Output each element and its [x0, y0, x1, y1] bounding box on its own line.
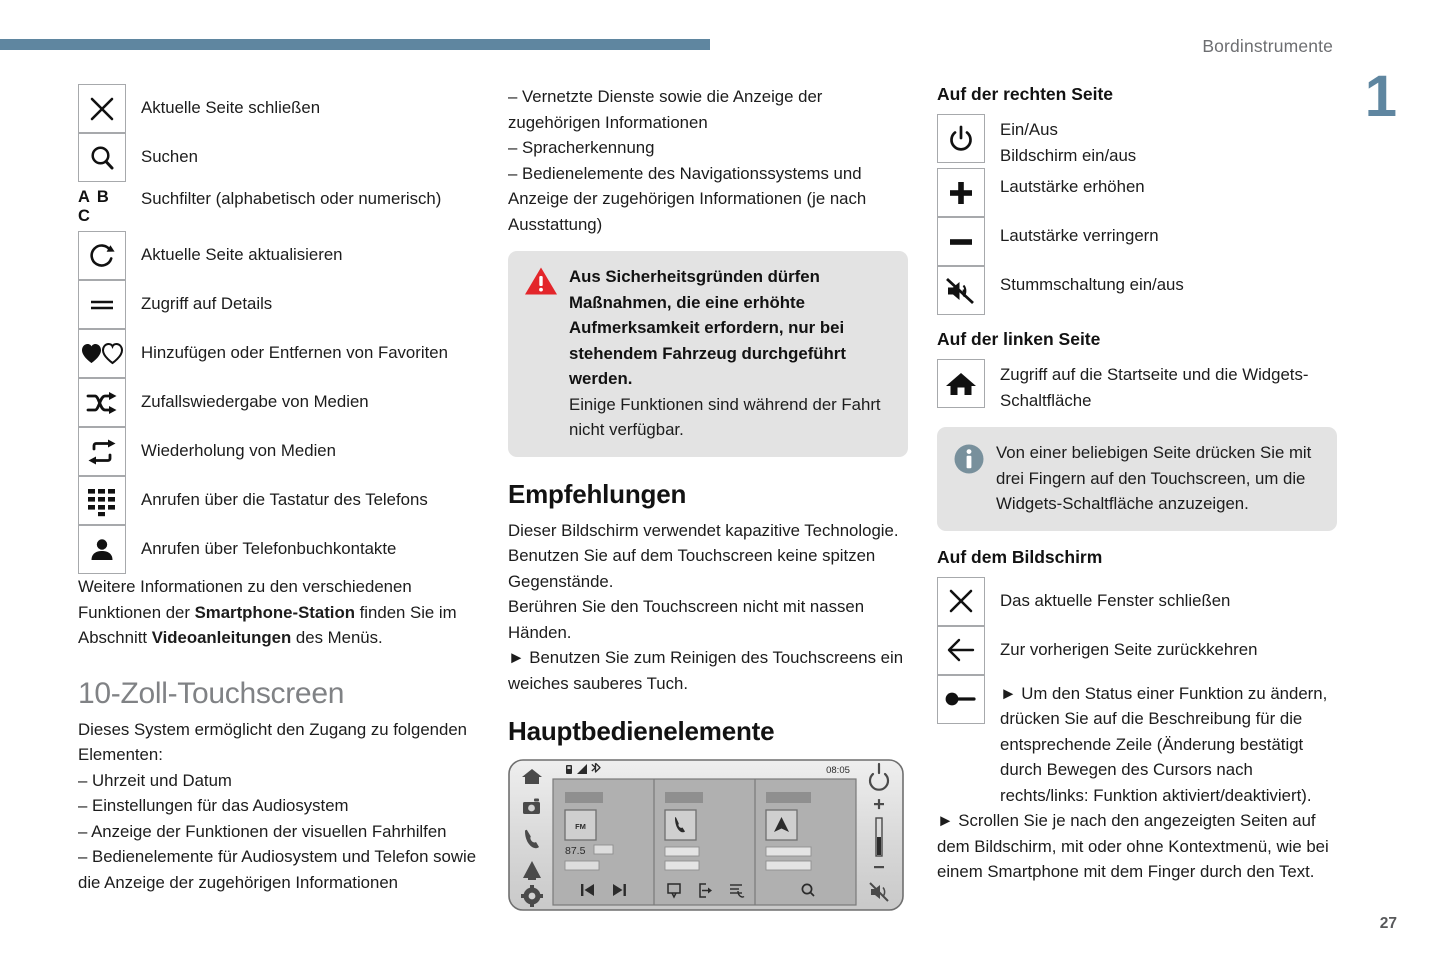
toggle-switch-icon [937, 675, 985, 724]
legend-row [78, 525, 478, 574]
legend-label: Anrufen über Telefonbuchkontakte [141, 539, 397, 558]
close-x-icon [937, 577, 985, 626]
legend-row [937, 114, 1337, 168]
recommendation-line: Berühren Sie den Touchscreen nicht mit nassen Händen. [508, 597, 865, 642]
legend-row [78, 84, 478, 133]
legend-label: Zugriff auf die Startseite und die Widgets-Schaltfläche [1000, 365, 1309, 410]
scroll-instruction: ► Scrollen Sie je nach den angezeigten Seiten auf dem Bildschirm, mit oder ohne Kontextmenü, wie bei einem Smartphone mit dem Finger durch den Text. [937, 811, 1329, 881]
fm-tile-label: FM [575, 822, 586, 831]
legend-label: Zufallswiedergabe von Medien [141, 392, 369, 411]
legend-row [78, 231, 478, 280]
mute-icon [937, 266, 985, 315]
info-box-text: Von einer beliebigen Seite drücken Sie mit drei Fingern auf den Touchscreen, um die Widgets-Schaltfläche anzuzeigen. [996, 443, 1312, 513]
recommendation-line: Benutzen Sie auf dem Touchscreen keine spitzen Gegenstände. [508, 546, 876, 591]
details-lines-icon [78, 280, 126, 329]
minus-icon [937, 217, 985, 266]
heading-on-screen: Auf dem Bildschirm [937, 546, 1103, 567]
repeat-icon [78, 427, 126, 476]
legend-label: Wiederholung von Medien [141, 441, 336, 460]
legend-row [937, 577, 1337, 626]
info-circle-icon [953, 443, 985, 475]
legend-row [78, 476, 478, 525]
warning-triangle-icon [524, 266, 558, 296]
legend-label [985, 114, 1136, 168]
legend-label: Hinzufügen oder Entfernen von Favoriten [141, 343, 448, 362]
legend-label: Lautstärke erhöhen [1000, 177, 1145, 196]
legend-row [78, 427, 478, 476]
radio-frequency: 87.5 [565, 845, 586, 857]
left-column [78, 84, 478, 895]
volume-minus-icon [874, 866, 884, 868]
legend-row [78, 329, 478, 378]
touchscreen-intro: Dieses System ermöglicht den Zugang zu folgenden Elementen: [78, 719, 467, 764]
continued-bullet: – Spracherkennung [508, 138, 655, 157]
touchscreen-bullet: – Bedienelemente für Audiosystem und Telefon sowie die Anzeige der zugehörigen Informationen [78, 847, 477, 892]
contact-person-icon [78, 525, 126, 574]
legend-label: Lautstärke verringern [1000, 226, 1159, 245]
power-icon [937, 114, 985, 163]
warning-normal-text: Einige Funktionen sind während der Fahrt nicht verfügbar. [569, 394, 881, 439]
recommendation-line: Dieser Bildschirm verwendet kapazitive Technologie. [508, 520, 899, 540]
touchscreen-bullet: – Einstellungen für das Audiosystem [78, 796, 349, 815]
legend-label: Aktuelle Seite aktualisieren [141, 245, 343, 264]
warning-bold-text: Aus Sicherheitsgründen dürfen Maßnahmen, die eine erhöhte Aufmerksamkeit erfordern, nur bei stehendem Fahrzeug durchgeführt werden. [569, 267, 846, 388]
legend-row [937, 675, 1337, 809]
abc-glyph: A B C [78, 187, 111, 225]
touchscreen-illustration [508, 759, 904, 916]
note-part-3: des Menüs. [291, 628, 383, 647]
page-number: 27 [1379, 915, 1397, 932]
refresh-icon [78, 231, 126, 280]
heading-hauptbedienelemente: Hauptbedienelemente [508, 716, 775, 746]
note-bold-smartphone-station: Smartphone-Station [194, 602, 355, 622]
home-icon [937, 359, 985, 408]
continued-bullet: – Bedienelemente des Navigationssystems und Anzeige der zugehörigen Informationen (je nach Ausstattung) [508, 163, 867, 234]
note-part-1: Weitere Informationen zu den verschiedenen Funktionen der [78, 577, 412, 622]
right-column [937, 84, 1337, 885]
right-side-icon-list [937, 114, 1337, 315]
legend-label: Das aktuelle Fenster schließen [1000, 590, 1231, 610]
legend-label-line1: Ein/Aus [1000, 120, 1058, 139]
header-rule [0, 39, 710, 50]
legend-label: Suchfilter (alphabetisch oder numerisch) [141, 189, 442, 208]
touchscreen-bullet: – Anzeige der Funktionen der visuellen Fahrhilfen [78, 821, 447, 841]
heading-right-side: Auf der rechten Seite [937, 84, 1114, 104]
info-box [937, 427, 1337, 531]
smartphone-station-note [78, 574, 478, 651]
legend-row [78, 182, 478, 231]
safety-warning-box [508, 251, 908, 457]
favorites-hearts-icon [78, 329, 126, 378]
heading-left-side: Auf der linken Seite [937, 329, 1101, 349]
legend-row [78, 133, 478, 182]
legend-label: Stummschaltung ein/aus [1000, 275, 1184, 294]
note-bold-videoanleitungen: Videoanleitungen [151, 628, 292, 647]
legend-row [937, 266, 1337, 315]
search-icon [78, 133, 126, 182]
legend-row [78, 280, 478, 329]
page-header-title: Bordinstrumente [1202, 36, 1333, 56]
legend-row [937, 626, 1337, 675]
legend-row [937, 359, 1337, 413]
legend-row [937, 168, 1337, 217]
dial-keypad-icon [78, 476, 126, 525]
icon-legend-list [78, 84, 478, 574]
legend-label: Zur vorherigen Seite zurückkehren [1000, 639, 1258, 659]
clock-time: 08:05 [826, 765, 850, 776]
legend-label: Aktuelle Seite schließen [141, 98, 321, 117]
legend-label: Zugriff auf Details [141, 294, 273, 313]
legend-label: Anrufen über die Tastatur des Telefons [141, 490, 428, 509]
plus-icon [937, 168, 985, 217]
legend-label: ► Um den Status einer Funktion zu ändern, drücken Sie auf die Beschreibung für die entsprechende Zeile (Änderung bestätigt durch Bewegen des Cursors nach rechts/links: Funktion aktiviert/deaktiviert). [1000, 683, 1328, 805]
legend-label-line2: Bildschirm ein/aus [1000, 145, 1137, 165]
abc-text-icon [78, 182, 126, 231]
back-arrow-icon [937, 626, 985, 675]
legend-row [937, 217, 1337, 266]
touchscreen-bullet: – Uhrzeit und Datum [78, 770, 232, 790]
recommendation-action: ► Benutzen Sie zum Reinigen des Touchscreens ein weiches sauberes Tuch. [508, 648, 904, 693]
shuffle-icon [78, 378, 126, 427]
legend-label: Suchen [141, 147, 198, 166]
continued-bullet: – Vernetzte Dienste sowie die Anzeige der zugehörigen Informationen [508, 87, 823, 132]
legend-row [78, 378, 478, 427]
note-part-2: finden Sie im Abschnitt [78, 602, 457, 647]
close-x-icon [78, 84, 126, 133]
chapter-number: 1 [1364, 64, 1397, 129]
middle-column [508, 84, 908, 916]
heading-empfehlungen: Empfehlungen [508, 478, 687, 509]
section-title-touchscreen: 10-Zoll-Touchscreen [78, 676, 345, 710]
